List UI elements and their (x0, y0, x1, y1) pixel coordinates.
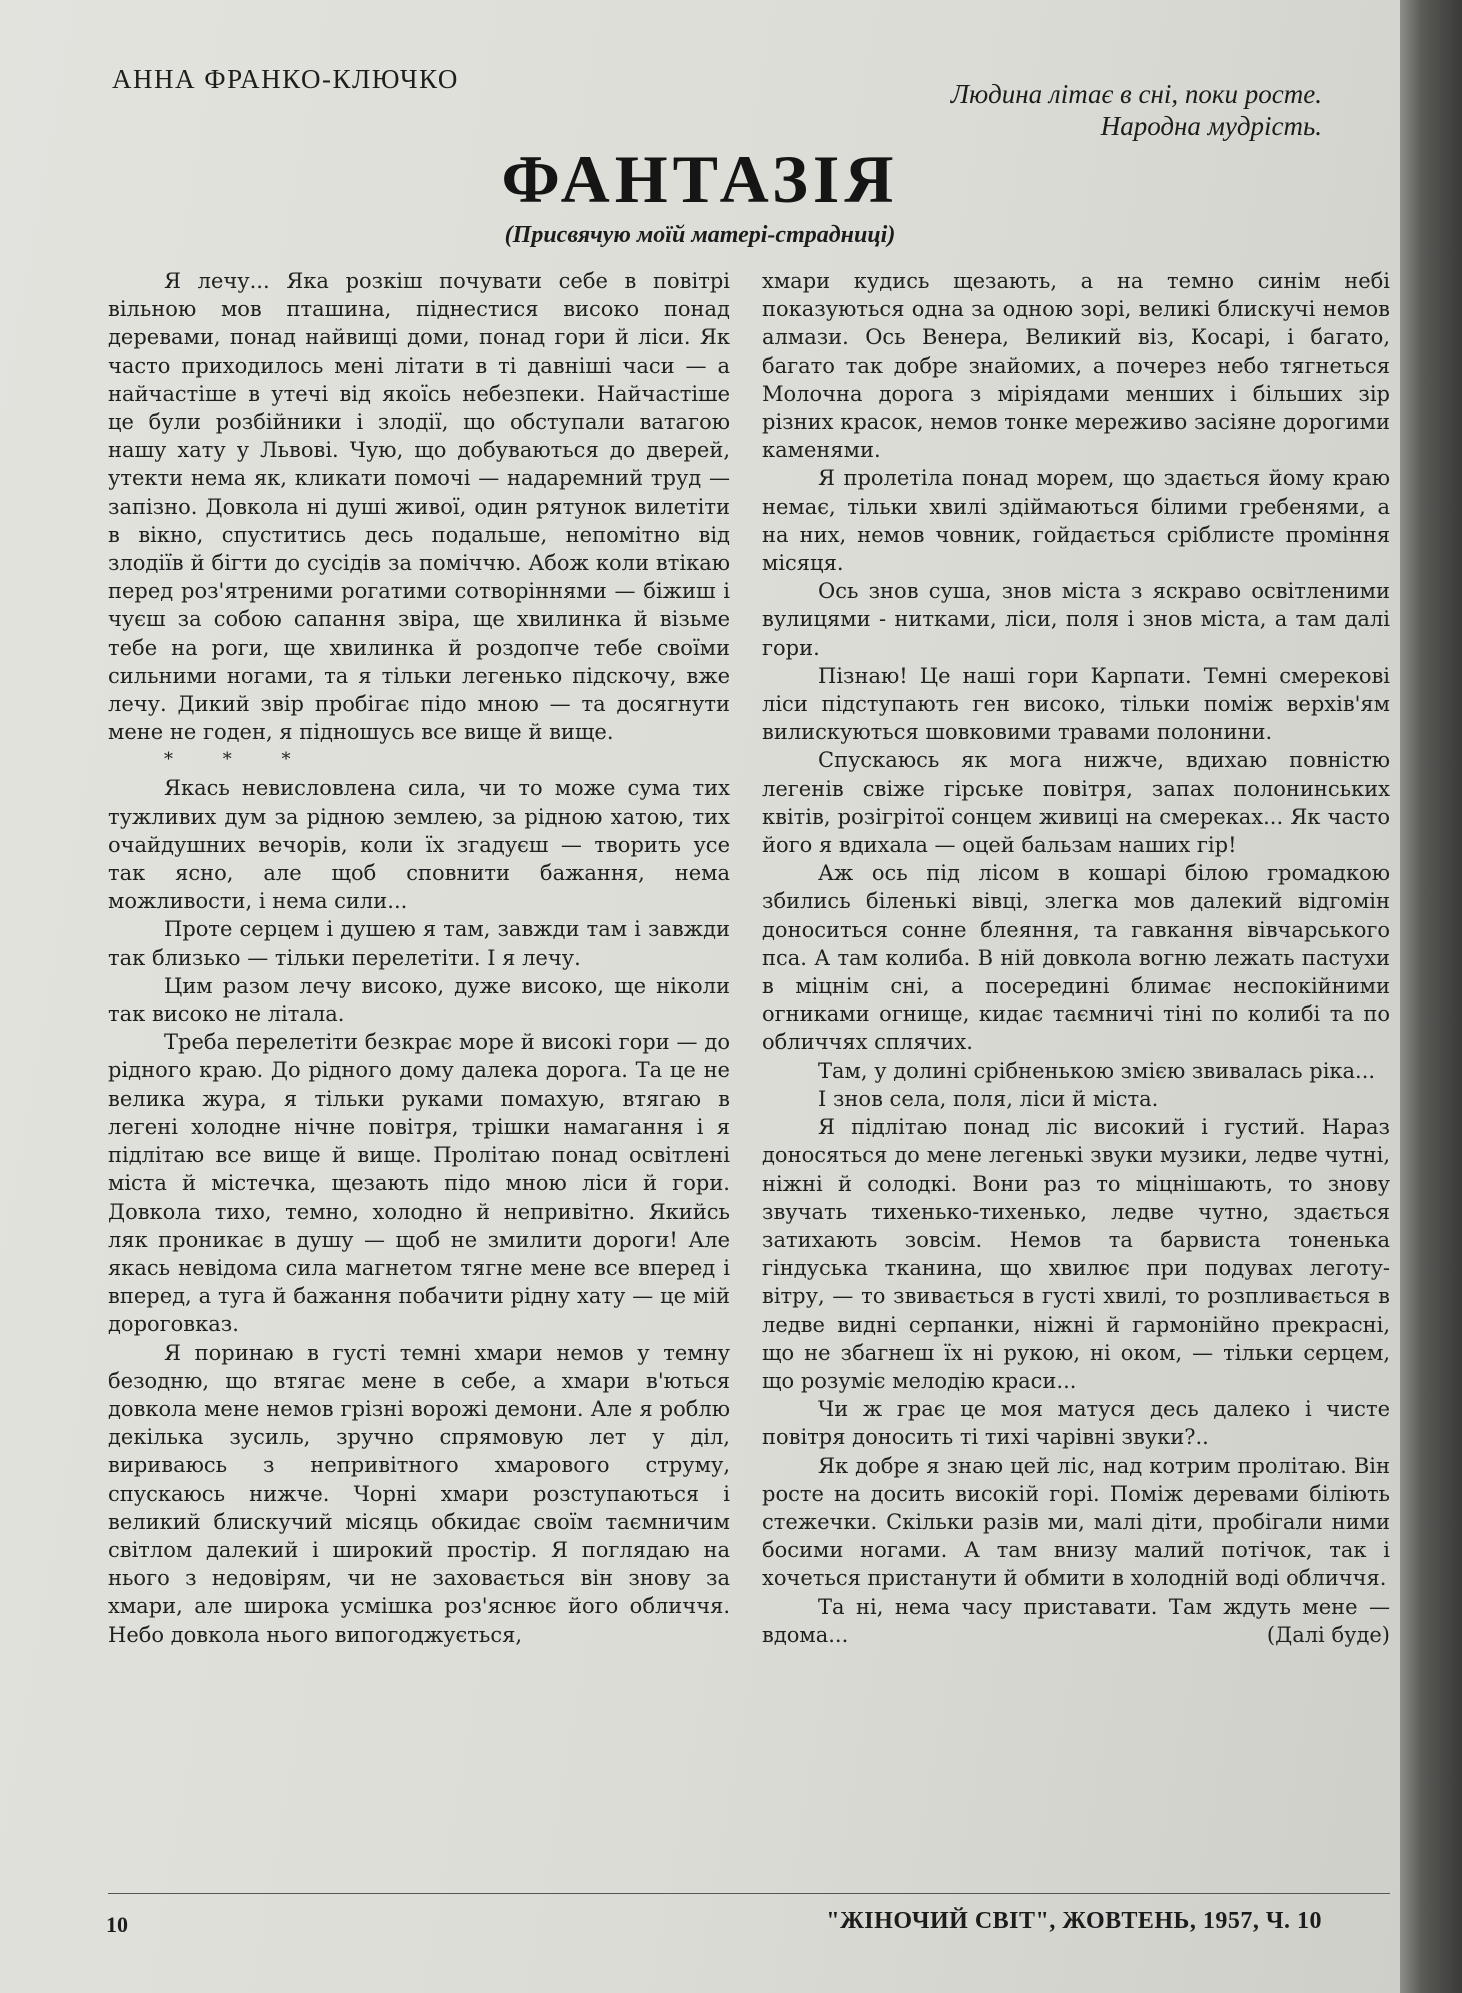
to-be-continued: (Далі буде) (1266, 1622, 1390, 1647)
paragraph: Спускаюсь як мога нижче, вдихаю повністю легенів свіже гірське повітря, запах полонинських квітів, розігрітої сонцем живиці на смереках... Як часто його я вдихала — оцей бальзам наших гір! (762, 748, 1390, 858)
paragraph: Цим разом лечу високо, дуже високо, ще ніколи так високо не літала. (108, 973, 730, 1027)
paragraph: Ось знов суша, знов міста з яскраво освітленими вулицями - нитками, ліси, поля і знов міста, а там далі гори. (762, 579, 1390, 660)
dedication: (Присвячую моїй матері-страдниці) (504, 222, 896, 248)
paragraph: Аж ось під лісом в кошарі білою громадкою збились біленькі вівці, злегка мов далекий відгомін доноситься сонне блеяння, та гавкання вівчарського пса. А там колиба. В ній довкола вогню лежать пастухи в міцнім сні, а посередині блимає неспокійними огниками огнище, кидає таємничі тіні по колибі та по обличчях сплячих. (762, 861, 1390, 1055)
paragraph: Там, у долині срібненькою змією звивалась ріка... (818, 1058, 1376, 1083)
paragraph: Пізнаю! Це наші гори Карпати. Темні смерекові ліси підступають ген високо, тільки поміж верхів'ям вилискуються шовковими травами полонини. (762, 663, 1390, 745)
paragraph: І знов села, поля, ліси й міста. (818, 1086, 1159, 1111)
epigraph-source: Народна мудрість. (1100, 111, 1322, 141)
section-divider-stars: * * * (164, 749, 313, 771)
closing-paragraph (762, 1593, 1390, 1649)
page-edge-shadow (1400, 0, 1462, 1993)
closing-line: Та ні, нема часу приставати. Там ждуть мене — вдома... (762, 1594, 1390, 1647)
epigraph-quote: Людина літає в сні, поки росте. (950, 79, 1322, 109)
paragraph: Як добре я знаю цей ліс, над котрим пролітаю. Він росте на досить високій горі. Поміж деревами біліють стежечки. Скільки разів ми, малі діти, пробігали ними босими ногами. А там внизу малий потічок, так і хочеться пристанути й обмити в холодній воді обличчя. (762, 1453, 1390, 1591)
paragraph: Якась невисловлена сила, чи то може сума тих тужливих дум за рідною землею, за рідною хатою, тих очайдушних вечорів, коли їх згадуєш — творить усе так ясно, але щоб сповнити бажання, нема можливости, і нема сили... (108, 776, 730, 914)
article-title: ФАНТАЗІЯ (501, 141, 899, 217)
paragraph: Чи ж грає це моя матуся десь далеко і чисте повітря доносить ті тихі чарівні звуки?.. (762, 1397, 1390, 1450)
paragraph: Я підлітаю понад ліс високий і густий. Нараз доносяться до мене легенькі звуки музики, ледве чутні, ніжні й солодкі. Вони раз то міцнішають, то знову звучать тихенько-тихенько, ледве чутно, здається затихають зовсім. Немов та барвиста тоненька гіндуська тканина, що хвилює при подувах леготу-вітру, — то звивається в густі хвилі, то розпливається в ледве видні серпанки, ніжні й гармонійно прекрасні, що не збагнеш їх ні рукою, ні оком, — тільки серцем, що розуміє мелодію краси... (762, 1115, 1390, 1393)
page-number: 10 (106, 1912, 128, 1937)
paragraph: Я пролетіла понад морем, що здається йому краю немає, тільки хвилі здіймаються білими гребенями, а на них, немов човник, гойдається сріблисте проміння місяця. (762, 466, 1390, 576)
paragraph: хмари кудись щезають, а на темно синім небі показуються одна за одною зорі, великі блискучі немов алмази. Ось Венера, Великий віз, Косарі, і багато, багато так добре знайомих, а почерез небо тягнеться Молочна дорога з міріядами менших і більших зір різних красок, немов тонке мереживо засіяне дорогими каменями. (762, 269, 1390, 463)
paragraph: Треба перелетіти безкрає море й високі гори — до рідного краю. До рідного дому далека дорога. Та це не велика жура, я тільки руками помахую, втягаю в легені холодне нічне повітря, трішки намагання і я підлітаю все вище й вище. Пролітаю понад освітлені міста й містечка, щезають підо мною ліси й гори. Довкола тихо, темно, холодно й непривітно. Якийсь ляк проникає в душу — щоб не змилити дороги! Але якась невідома сила магнетом тягне мене все вперед і вперед, а туга й бажання побачити рідну хату — це мій дороговказ. (108, 1030, 730, 1337)
footer-divider (108, 1893, 1390, 1894)
paragraph: Я поринаю в густі темні хмари немов у темну безодню, що втягає мене в себе, а хмари в'ються довкола мене немов грізні ворожі демони. Але я роблю декілька зусиль, зручно спрямовую лет у діл, вириваюсь з непривітного хмарового струму, спускаюсь нижче. Чорні хмари розступаються і великий блискучий місяць обкидає своїм таємничим світлом далекий і широкий простір. Я поглядаю на нього з недовірям, чи не заховається він знову за хмари, але широка усмішка роз'яснює його обличчя. Небо довкола нього випогоджується, (108, 1340, 730, 1647)
paragraph: Я лечу... Яка розкіш почувати себе в повітрі вільною мов пташина, піднестися високо понад деревами, понад найвищі доми, понад гори й ліси. Як часто приходилось мені літати в ті давніші часи — а найчастіше в утечі від якоїсь небезпеки. Найчастіше це були розбійники і злодії, що обступали ватагою нашу хату у Львові. Чую, що добуваються до дверей, утекти нема як, кликати помочі — надаремний труд — запізно. Довкола ні душі живої, один рятунок вилетіти в вікно, спуститись десь подальше, непомітно від злодіїв й бігти до сусідів за поміччю. Абож коли втікаю перед роз'ятреними рогатими сотворіннями — біжиш і чуєш за собою сапання звіра, ще хвилинка й візьме тебе на роги, ще хвилинка й роздопче тебе своїми сильними ногами, та я тільки легенько підскочу, вже лечу. Дикий звір пробігає підо мною — та досягнути мене не годен, я підношусь все вище й вище. (108, 269, 730, 745)
magazine-issue: "ЖІНОЧИЙ СВІТ", ЖОВТЕНЬ, 1957, Ч. 10 (826, 1908, 1322, 1934)
author-name: АННА ФРАНКО-КЛЮЧКО (112, 64, 459, 94)
right-column (762, 267, 1390, 1649)
left-column (108, 267, 730, 1649)
paragraph: Проте серцем і душею я там, завжди там і завжди так близько — тільки перелетіти. І я лечу. (108, 917, 730, 970)
epigraph (762, 78, 1322, 142)
